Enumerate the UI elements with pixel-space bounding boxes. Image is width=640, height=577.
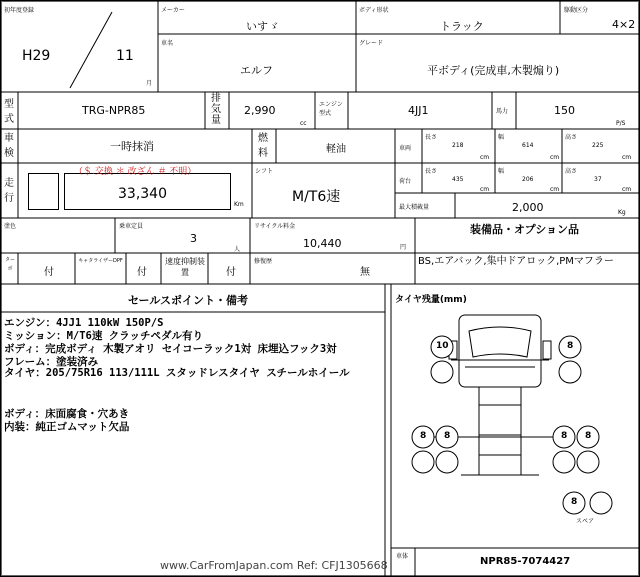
model-type-label: 型式 <box>4 99 14 125</box>
cargo-height-unit: cm <box>622 186 632 193</box>
fuel-value: 軽油 <box>326 144 346 155</box>
vehicle-width-unit: cm <box>550 154 560 161</box>
truck-windshield-shape <box>469 327 531 357</box>
speed-limiter-label: 速度抑制装置 <box>165 257 205 277</box>
chassis-label: 車体 <box>396 553 409 560</box>
maker-label: メーカー <box>161 7 185 14</box>
vehicle-height-label: 高さ <box>565 134 578 141</box>
repair-history-value: 無 <box>360 267 370 278</box>
inspection-label: 車検 <box>4 133 14 159</box>
truck-cab-shape <box>459 315 541 387</box>
engine-model-label: エンジン型式 <box>319 101 343 117</box>
sales-points-list <box>4 315 382 432</box>
sales-point-line: タイヤ：205/75R16 113/111L スタッドレスタイヤ スチールホイール <box>4 367 350 379</box>
cc-unit: cc <box>300 120 307 127</box>
first-reg-month: 11 <box>116 48 134 64</box>
chassis-number: NPR85-7074427 <box>480 556 571 567</box>
sales-point-line: エンジン：4JJ1 110kW 150P/S <box>4 317 164 328</box>
equipment-label: 装備品・オプション品 <box>470 223 580 236</box>
cargo-height-label: 高さ <box>565 168 578 175</box>
recycle-fee-value: 10,440 <box>303 237 342 250</box>
sales-point-line: ボディ：床面腐食・穴あき <box>4 408 130 419</box>
displacement-value: 2,990 <box>244 104 276 117</box>
cargo-length-unit: cm <box>480 186 490 193</box>
body-shape-value: トラック <box>440 20 484 33</box>
catalyst-label: キャタライザーDPF <box>78 258 123 264</box>
kg-unit: Kg <box>618 209 626 216</box>
spare-label: スペア <box>576 518 595 525</box>
turbo-label: ターボ <box>4 257 15 272</box>
cargo-width-value: 206 <box>522 176 534 183</box>
capacity-unit: 人 <box>234 246 241 253</box>
capacity-label: 乗車定員 <box>119 223 144 230</box>
drive-label: 駆動区分 <box>564 7 589 14</box>
vehicle-length-label: 長さ <box>425 134 438 141</box>
tire-rear-left-outer-value: 8 <box>420 431 427 441</box>
tire-rear-right <box>553 426 599 473</box>
catalyst-value: 付 <box>137 267 147 278</box>
body-shape-label: ボディ形状 <box>359 7 389 14</box>
recycle-fee-label: リサイクル料金 <box>254 223 296 230</box>
sales-point-line <box>4 393 382 406</box>
tire-front-right-value: 8 <box>567 341 574 351</box>
mileage-note: （＄.交換 ＊ 改ざん ＃ 不明） <box>74 167 197 177</box>
speed-limiter-value: 付 <box>226 267 236 278</box>
model-type-value: TRG-NPR85 <box>82 104 146 117</box>
month-unit: 月 <box>146 80 153 87</box>
tire-front-left-value: 10 <box>436 341 449 351</box>
sales-point-line: ボディ：完成ボディ 木製アオリ セイコーラック1対 床埋込フック3対 <box>4 343 337 354</box>
fuel-label: 燃料 <box>258 133 268 159</box>
shift-value: M/T6速 <box>292 189 341 205</box>
cargo-height-value: 37 <box>594 176 602 183</box>
paint-label: 塗色 <box>4 223 17 230</box>
tire-spare-value: 8 <box>571 497 578 507</box>
sales-point-line: ミッション：M/T6速 クラッチペダル有り <box>4 330 203 341</box>
shift-label: シフト <box>255 168 274 175</box>
sales-point-line: フレーム：塗装済み <box>4 356 99 367</box>
car-name-value: エルフ <box>240 64 273 77</box>
first-reg-year: H29 <box>22 48 51 64</box>
mileage-label: 走行 <box>4 178 14 204</box>
truck-tire-diagram <box>391 305 640 545</box>
truck-mirror-right <box>543 341 551 359</box>
vehicle-dims-label: 車両 <box>399 145 412 152</box>
turbo-value: 付 <box>44 267 54 278</box>
car-name-label: 車名 <box>161 40 174 47</box>
vehicle-length-unit: cm <box>480 154 490 161</box>
vehicle-height-unit: cm <box>622 154 632 161</box>
engine-model-value: 4JJ1 <box>408 104 429 117</box>
repair-history-label: 修復歴 <box>254 258 273 265</box>
tire-tread-title: タイヤ残量(mm) <box>395 295 467 305</box>
equipment-value: BS,エアバック,集中ドアロック,PMマフラー <box>418 256 614 267</box>
inspection-value: 一時抹消 <box>110 140 154 153</box>
tire-rear-right-inner-value: 8 <box>561 431 568 441</box>
mileage-value: 33,340 <box>118 186 167 202</box>
yen-unit: 円 <box>400 244 407 251</box>
first-reg-label: 初年度登録 <box>4 7 35 14</box>
cargo-length-label: 長さ <box>425 168 438 175</box>
horsepower-value: 150 <box>554 104 575 117</box>
max-load-value: 2,000 <box>512 201 544 214</box>
cargo-bed-label: 荷台 <box>399 178 412 185</box>
drive-value: 4×2 <box>612 18 636 31</box>
grade-value: 平ボディ(完成車,木製煽り) <box>427 64 560 77</box>
vehicle-width-value: 614 <box>522 142 534 149</box>
sales-points-title: セールスポイント・備考 <box>128 294 249 307</box>
cargo-width-unit: cm <box>550 186 560 193</box>
vehicle-height-value: 225 <box>592 142 604 149</box>
watermark-text: www.CarFromJapan.com Ref: CFJ1305668 <box>160 559 388 572</box>
vehicle-length-value: 218 <box>452 142 464 149</box>
sales-point-line: 内装：純正ゴムマット欠品 <box>4 421 130 432</box>
maker-value: いすゞ <box>246 20 279 33</box>
vehicle-width-label: 幅 <box>498 134 505 141</box>
km-unit: Km <box>234 201 244 208</box>
ps-unit: P/S <box>616 120 626 127</box>
horsepower-label: 馬力 <box>496 108 509 115</box>
cargo-width-label: 幅 <box>498 168 505 175</box>
tire-rear-right-outer-value: 8 <box>585 431 592 441</box>
max-load-label: 最大積載量 <box>399 204 430 211</box>
tire-rear-left-inner-value: 8 <box>444 431 451 441</box>
displacement-label: 排気量 <box>211 93 221 126</box>
tire-rear-left <box>412 426 458 473</box>
grade-label: グレード <box>359 40 384 47</box>
capacity-value: 3 <box>190 232 197 245</box>
cargo-length-value: 435 <box>452 176 464 183</box>
